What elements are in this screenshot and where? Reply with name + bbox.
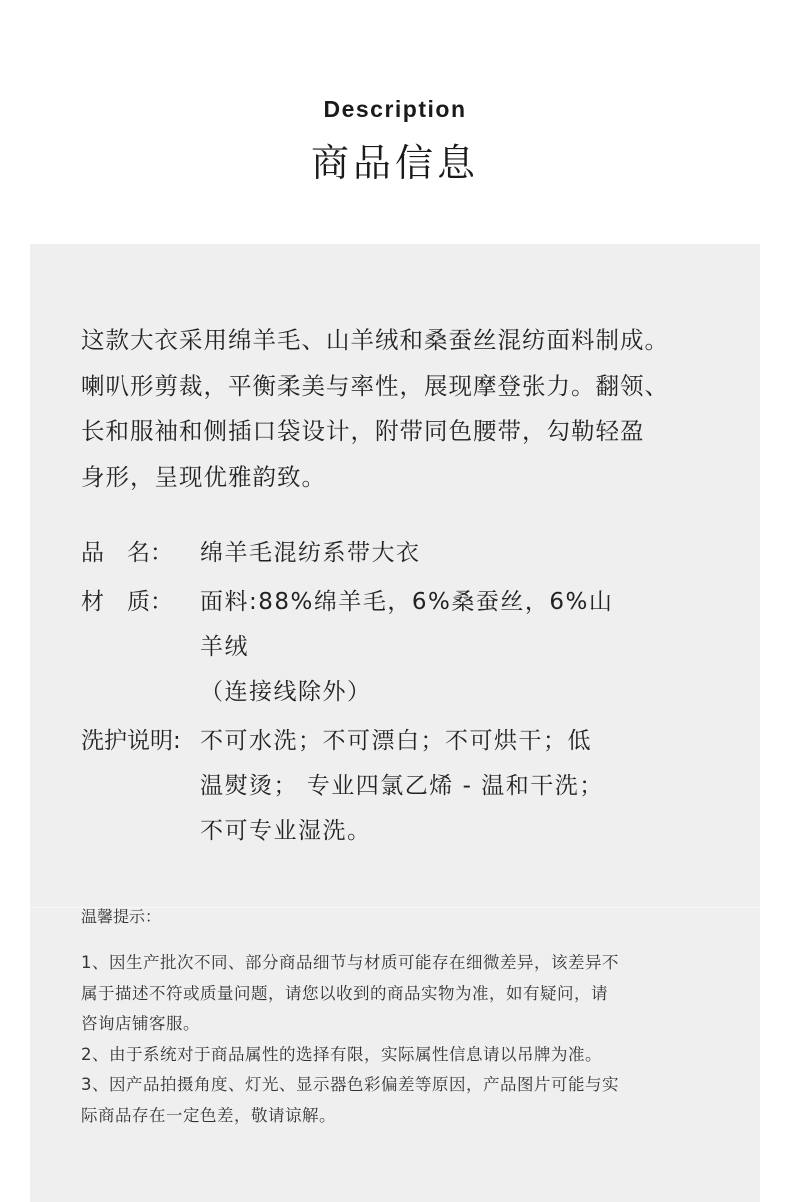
product-intro	[81, 318, 721, 500]
name-value: 绵羊毛混纺系带大衣	[200, 540, 421, 566]
material-value-line: 面料:88%绵羊毛，6%桑蚕丝，6%山	[200, 589, 614, 615]
care-label: 洗护说明:	[81, 728, 181, 754]
tip-line: 3、因产品拍摄角度、灯光、显示器色彩偏差等原因，产品图片可能与实	[81, 1075, 619, 1094]
intro-line: 身形，呈现优雅韵致。	[81, 462, 326, 491]
tip-line: 2、由于系统对于商品属性的选择有限，实际属性信息请以吊牌为准。	[81, 1044, 602, 1064]
care-value-line: 不可水洗；不可漂白；不可烘干；低	[200, 728, 592, 754]
name-label: 品 名：	[81, 540, 173, 566]
material-value-line: （连接线除外）	[200, 679, 372, 705]
tips-title: 温馨提示：	[81, 907, 162, 926]
tips-list	[81, 948, 721, 1131]
intro-line: 喇叭形剪裁，平衡柔美与率性，展现摩登张力。翻领、	[81, 371, 669, 400]
title-chinese: 商品信息	[310, 141, 479, 185]
tip-line: 1、因生产批次不同、部分商品细节与材质可能存在细微差异，该差异不	[81, 953, 619, 972]
material-label: 材 质：	[81, 589, 173, 615]
intro-line: 长和服袖和侧插口袋设计，附带同色腰带，勾勒轻盈	[81, 417, 645, 445]
tip-line: 际商品存在一定色差，敬请谅解。	[81, 1105, 336, 1125]
care-value-line: 不可专业湿洗。	[200, 818, 372, 844]
page-header	[0, 0, 790, 244]
care-value-line: 温熨烫； 专业四氯乙烯 - 温和干洗；	[200, 773, 604, 799]
tip-line: 属于描述不符或质量问题，请您以收到的商品实物为准，如有疑问，请	[81, 983, 608, 1003]
intro-line: 这款大衣采用绵羊毛、山羊绒和桑蚕丝混纺面料制成。	[81, 326, 669, 354]
material-value-line: 羊绒	[200, 634, 249, 660]
tip-line: 咨询店铺客服。	[81, 1014, 200, 1033]
title-english: Description	[323, 96, 467, 122]
